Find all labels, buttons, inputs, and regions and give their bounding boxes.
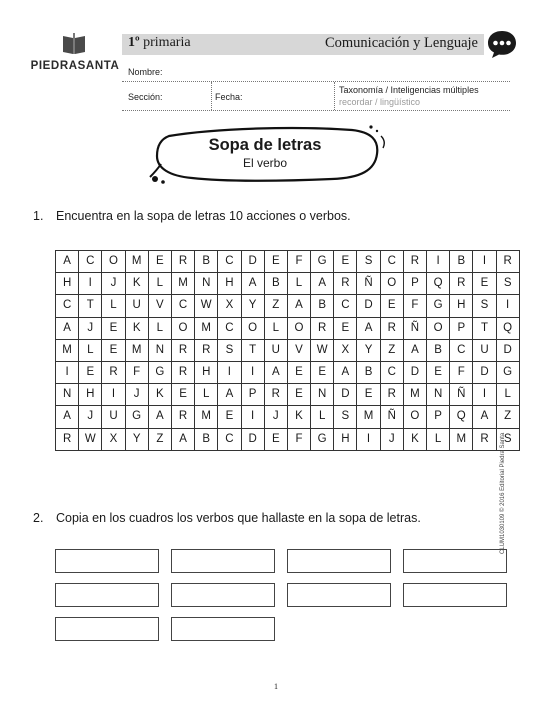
grid-cell[interactable]: Q (496, 317, 519, 339)
grid-row (56, 406, 520, 428)
grid-cell[interactable]: M (195, 317, 218, 339)
grid-cell[interactable]: Q (427, 273, 450, 295)
grid-row (56, 361, 520, 383)
grid-cell[interactable]: N (148, 339, 171, 361)
grid-cell[interactable]: R (264, 384, 287, 406)
grid-cell[interactable]: N (56, 384, 79, 406)
grid-cell[interactable]: X (102, 428, 125, 450)
grid-row (56, 295, 520, 317)
grid-cell[interactable]: R (334, 273, 357, 295)
grid-cell[interactable]: W (311, 339, 334, 361)
copyright-note: CLUM1030109 © 2016 Editorial Piedra Santa (500, 432, 506, 554)
grid-cell[interactable]: T (79, 295, 102, 317)
taxonomy-label: Taxonomía / Inteligencias múltiples (339, 85, 479, 95)
grid-cell[interactable]: E (79, 361, 102, 383)
grid-cell[interactable]: A (148, 406, 171, 428)
answer-box[interactable] (287, 583, 391, 607)
grid-cell[interactable]: R (380, 384, 403, 406)
grid-cell[interactable]: J (102, 273, 125, 295)
grid-cell[interactable]: M (125, 339, 148, 361)
grid-cell[interactable]: R (450, 273, 473, 295)
grid-cell[interactable]: H (195, 361, 218, 383)
grid-cell[interactable]: A (403, 339, 426, 361)
grid-cell[interactable]: R (195, 339, 218, 361)
publisher-logo-text: PIEDRASANTA (30, 60, 120, 72)
grid-cell[interactable]: C (218, 428, 241, 450)
grid-cell[interactable]: R (171, 406, 194, 428)
grid-cell[interactable]: E (102, 339, 125, 361)
grid-cell[interactable]: H (79, 384, 102, 406)
taxonomy-value: recordar / lingüístico (339, 97, 421, 107)
grid-cell[interactable]: P (450, 317, 473, 339)
grid-cell[interactable]: J (125, 384, 148, 406)
grid-cell[interactable]: O (171, 317, 194, 339)
grid-cell[interactable]: I (218, 361, 241, 383)
form-divider (334, 82, 335, 110)
grid-cell[interactable]: M (450, 428, 473, 450)
grid-cell[interactable]: E (287, 384, 310, 406)
grid-cell[interactable]: R (311, 317, 334, 339)
grid-cell[interactable]: J (380, 428, 403, 450)
subject-title: Comunicación y Lenguaje (324, 35, 478, 51)
nombre-line (122, 81, 510, 82)
grid-cell[interactable]: C (79, 251, 102, 273)
grid-row (56, 317, 520, 339)
grid-cell[interactable]: V (148, 295, 171, 317)
grid-cell[interactable]: M (56, 339, 79, 361)
grid-cell[interactable]: Q (450, 406, 473, 428)
grid-cell[interactable]: R (403, 251, 426, 273)
grid-cell[interactable]: R (171, 251, 194, 273)
grid-cell[interactable]: B (427, 339, 450, 361)
grid-cell[interactable]: R (473, 428, 496, 450)
grid-cell[interactable]: O (403, 406, 426, 428)
grid-cell[interactable]: C (334, 295, 357, 317)
grid-cell[interactable]: A (264, 361, 287, 383)
grid-cell[interactable]: L (496, 384, 519, 406)
grid-cell[interactable]: T (473, 317, 496, 339)
grid-cell[interactable]: M (403, 384, 426, 406)
grid-cell[interactable]: A (56, 406, 79, 428)
grid-cell[interactable]: R (171, 339, 194, 361)
grid-cell[interactable]: K (125, 317, 148, 339)
instruction-number: 1. (33, 209, 44, 223)
grid-cell[interactable]: Z (496, 406, 519, 428)
grid-cell[interactable]: I (102, 384, 125, 406)
grid-cell[interactable]: U (473, 339, 496, 361)
grid-cell[interactable]: C (218, 317, 241, 339)
grid-row (56, 339, 520, 361)
answer-box[interactable] (403, 583, 507, 607)
grid-cell[interactable]: I (496, 295, 519, 317)
nombre-label: Nombre: (128, 67, 163, 77)
grid-cell[interactable]: E (427, 361, 450, 383)
grid-cell[interactable]: H (334, 428, 357, 450)
grid-cell[interactable]: C (380, 251, 403, 273)
worksheet-title: Sopa de letras (208, 136, 322, 154)
grid-cell[interactable]: M (357, 406, 380, 428)
grid-cell[interactable]: L (79, 339, 102, 361)
grid-cell[interactable]: N (195, 273, 218, 295)
grid-cell[interactable]: X (334, 339, 357, 361)
grid-cell[interactable]: Z (380, 339, 403, 361)
grid-cell[interactable]: K (125, 273, 148, 295)
grid-cell[interactable]: I (56, 361, 79, 383)
grid-cell[interactable]: S (496, 273, 519, 295)
form-divider (211, 82, 212, 110)
grid-cell[interactable]: V (287, 339, 310, 361)
grid-cell[interactable]: S (473, 295, 496, 317)
grid-cell[interactable]: L (195, 384, 218, 406)
grid-cell[interactable]: I (473, 384, 496, 406)
grid-cell[interactable]: A (473, 406, 496, 428)
grid-cell[interactable]: D (241, 428, 264, 450)
grid-cell[interactable]: S (496, 428, 519, 450)
grid-cell[interactable]: G (311, 251, 334, 273)
grid-cell[interactable]: A (311, 273, 334, 295)
grid-row (56, 251, 520, 273)
grid-cell[interactable]: H (450, 295, 473, 317)
answer-box[interactable] (171, 617, 275, 641)
grid-cell[interactable]: E (357, 384, 380, 406)
grid-row (56, 428, 520, 450)
grid-cell[interactable]: Z (264, 295, 287, 317)
grid-cell[interactable]: Ñ (357, 273, 380, 295)
grid-cell[interactable]: A (56, 251, 79, 273)
grid-cell[interactable]: A (334, 361, 357, 383)
grid-cell[interactable]: D (334, 384, 357, 406)
grid-cell[interactable]: A (56, 317, 79, 339)
grid-cell[interactable]: D (473, 361, 496, 383)
grid-cell[interactable]: I (241, 406, 264, 428)
worksheet-subtitle: El verbo (242, 156, 288, 170)
grid-cell[interactable]: R (102, 361, 125, 383)
grid-cell[interactable]: S (334, 406, 357, 428)
grid-cell[interactable]: O (241, 317, 264, 339)
grid-row (56, 384, 520, 406)
grid-cell[interactable]: J (79, 317, 102, 339)
grid-cell[interactable]: A (171, 428, 194, 450)
grid-cell[interactable]: D (357, 295, 380, 317)
grid-cell[interactable]: G (148, 361, 171, 383)
seccion-line (122, 110, 510, 111)
grid-cell[interactable]: E (148, 251, 171, 273)
grid-cell[interactable]: S (218, 339, 241, 361)
grid-cell[interactable]: Ñ (450, 384, 473, 406)
grid-row (56, 273, 520, 295)
grid-cell[interactable]: U (264, 339, 287, 361)
grid-cell[interactable]: F (403, 295, 426, 317)
grid-cell[interactable]: L (148, 317, 171, 339)
grid-cell[interactable]: D (241, 251, 264, 273)
grid-cell[interactable]: R (496, 251, 519, 273)
grid-cell[interactable]: A (218, 384, 241, 406)
grid-cell[interactable]: T (241, 339, 264, 361)
grid-cell[interactable]: R (171, 361, 194, 383)
grid-cell[interactable]: U (125, 295, 148, 317)
grid-cell[interactable]: Y (357, 339, 380, 361)
grid-cell[interactable]: E (102, 317, 125, 339)
grid-cell[interactable]: P (403, 273, 426, 295)
grid-cell[interactable]: W (195, 295, 218, 317)
grid-cell[interactable]: L (264, 317, 287, 339)
grid-cell[interactable]: C (218, 251, 241, 273)
grid-cell[interactable]: I (79, 273, 102, 295)
grid-cell[interactable]: U (102, 406, 125, 428)
grade-label: 1º primaria (128, 35, 191, 50)
answer-box[interactable] (171, 583, 275, 607)
grid-cell[interactable]: E (171, 384, 194, 406)
grid-cell[interactable]: S (357, 251, 380, 273)
word-search-grid (55, 250, 520, 451)
grid-cell[interactable]: E (473, 273, 496, 295)
grid-cell[interactable]: I (427, 251, 450, 273)
grid-cell[interactable]: C (450, 339, 473, 361)
answer-box[interactable] (171, 549, 275, 573)
answer-box[interactable] (55, 583, 159, 607)
grid-cell[interactable]: Y (241, 295, 264, 317)
grid-cell[interactable]: F (287, 251, 310, 273)
grid-cell[interactable]: I (357, 428, 380, 450)
answer-box[interactable] (287, 549, 391, 573)
grid-cell[interactable]: E (380, 295, 403, 317)
grid-cell[interactable]: M (171, 273, 194, 295)
grid-cell[interactable]: E (264, 251, 287, 273)
grid-cell[interactable]: C (56, 295, 79, 317)
grid-cell[interactable]: Ñ (403, 317, 426, 339)
grid-cell[interactable]: G (125, 406, 148, 428)
grid-cell[interactable]: F (125, 361, 148, 383)
grid-cell[interactable]: Y (125, 428, 148, 450)
grid-cell[interactable]: K (287, 406, 310, 428)
grid-cell[interactable]: B (357, 361, 380, 383)
instruction-text: Copia en los cuadros los verbos que hallaste en la sopa de letras. (56, 511, 421, 525)
answer-box[interactable] (55, 617, 159, 641)
grid-cell[interactable]: Z (148, 428, 171, 450)
grid-cell[interactable]: E (218, 406, 241, 428)
grid-cell[interactable]: O (102, 251, 125, 273)
grid-cell[interactable]: I (241, 361, 264, 383)
answer-box[interactable] (55, 549, 159, 573)
grid-cell[interactable]: B (450, 251, 473, 273)
grid-cell[interactable]: O (427, 317, 450, 339)
page-number: 1 (274, 682, 278, 691)
grid-cell[interactable]: L (102, 295, 125, 317)
grid-cell[interactable]: K (403, 428, 426, 450)
grid-cell[interactable]: B (311, 295, 334, 317)
grid-cell[interactable]: F (450, 361, 473, 383)
grid-cell[interactable]: G (496, 361, 519, 383)
grid-cell[interactable]: N (427, 384, 450, 406)
instruction-number: 2. (33, 511, 44, 525)
grid-cell[interactable]: M (125, 251, 148, 273)
grid-cell[interactable]: H (218, 273, 241, 295)
title-ink-frame (147, 124, 387, 186)
grid-cell[interactable]: H (56, 273, 79, 295)
grid-cell[interactable]: G (311, 428, 334, 450)
grid-cell[interactable]: B (195, 251, 218, 273)
grid-cell[interactable]: E (264, 428, 287, 450)
grid-cell[interactable]: A (287, 295, 310, 317)
chat-bubble-icon (484, 26, 520, 62)
grid-cell[interactable]: E (311, 361, 334, 383)
grid-cell[interactable]: C (171, 295, 194, 317)
fecha-label: Fecha: (215, 92, 243, 102)
grid-cell[interactable]: J (79, 406, 102, 428)
seccion-label: Sección: (128, 92, 163, 102)
grid-cell[interactable]: I (473, 251, 496, 273)
grid-cell[interactable]: B (264, 273, 287, 295)
grid-cell[interactable]: G (427, 295, 450, 317)
grid-cell[interactable]: L (148, 273, 171, 295)
grid-cell[interactable]: L (427, 428, 450, 450)
grid-cell[interactable]: P (241, 384, 264, 406)
book-logo-icon (62, 33, 86, 55)
grid-cell[interactable]: A (357, 317, 380, 339)
grid-cell[interactable]: O (287, 317, 310, 339)
grid-cell[interactable]: L (287, 273, 310, 295)
grid-cell[interactable]: R (380, 317, 403, 339)
grid-cell[interactable]: J (264, 406, 287, 428)
instruction-text: Encuentra en la sopa de letras 10 acciones o verbos. (56, 209, 351, 223)
grid-cell[interactable]: X (218, 295, 241, 317)
grid-cell[interactable]: Ñ (380, 406, 403, 428)
grid-cell[interactable]: F (287, 428, 310, 450)
answer-box[interactable] (403, 549, 507, 573)
grid-cell[interactable]: D (496, 339, 519, 361)
grid-cell[interactable]: E (334, 251, 357, 273)
grid-cell[interactable]: C (380, 361, 403, 383)
grid-cell[interactable]: L (311, 406, 334, 428)
grid-cell[interactable]: R (56, 428, 79, 450)
grid-cell[interactable]: B (195, 428, 218, 450)
grid-cell[interactable]: N (311, 384, 334, 406)
grid-cell[interactable]: E (334, 317, 357, 339)
grid-cell[interactable]: E (287, 361, 310, 383)
grid-cell[interactable]: M (195, 406, 218, 428)
grid-cell[interactable]: D (403, 361, 426, 383)
grid-cell[interactable]: P (427, 406, 450, 428)
grid-cell[interactable]: W (79, 428, 102, 450)
grid-cell[interactable]: A (241, 273, 264, 295)
grid-cell[interactable]: O (380, 273, 403, 295)
grid-cell[interactable]: K (148, 384, 171, 406)
